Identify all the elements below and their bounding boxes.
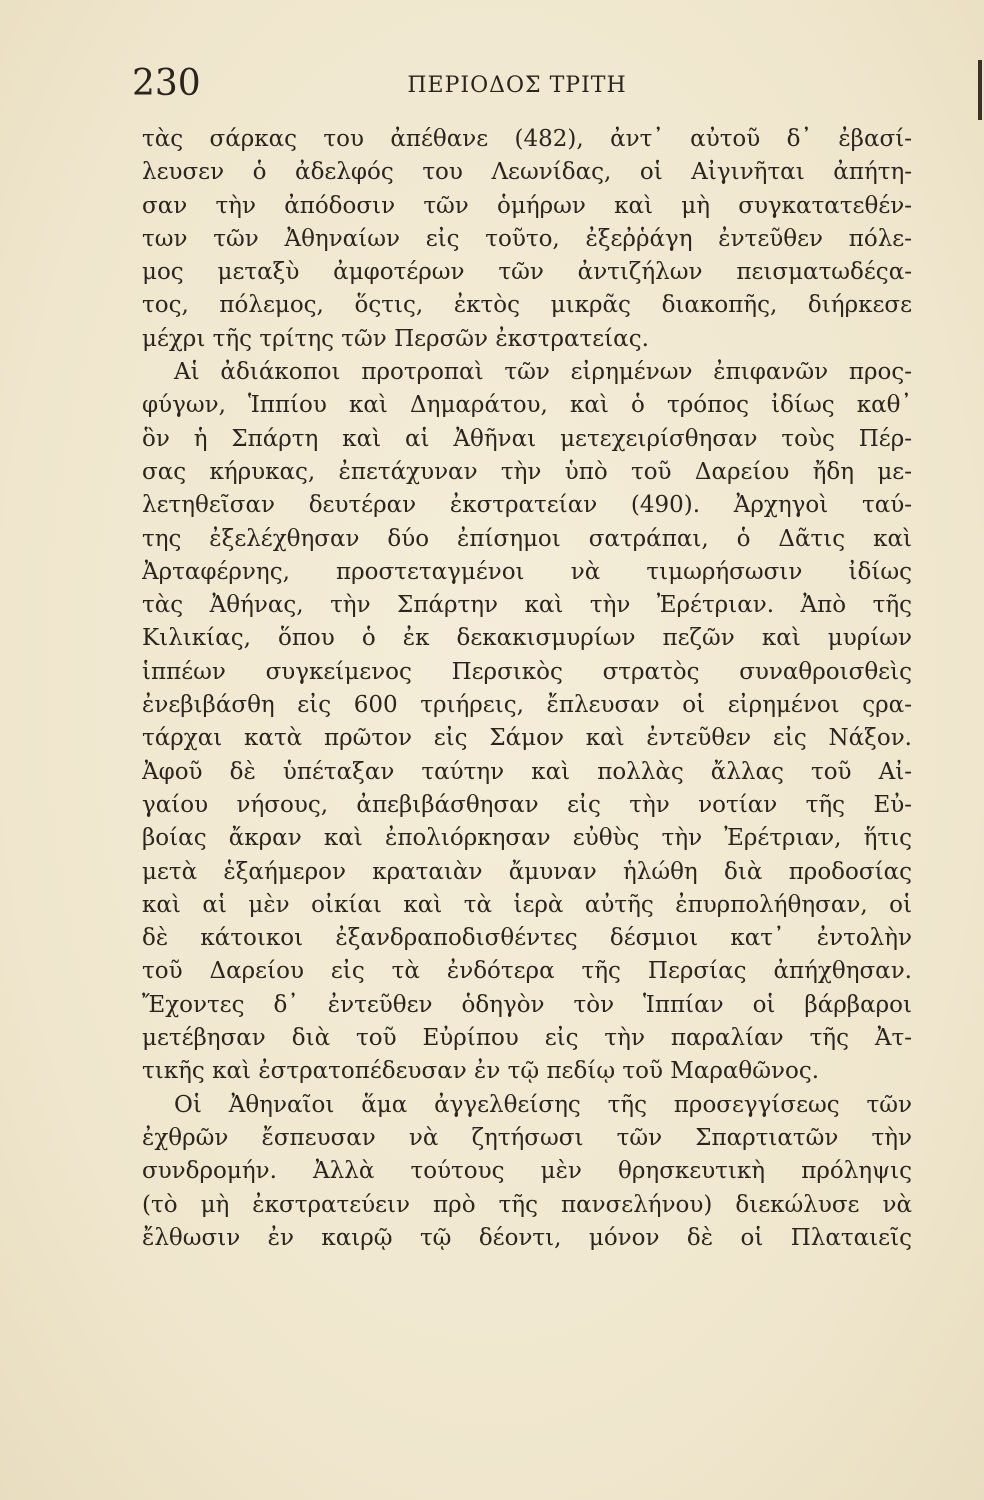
text-line: Ἔχοντες δ᾽ ἐντεῦθεν ὁδηγὸν τὸν Ἱππίαν οἱ βάρβαροι bbox=[142, 991, 912, 1018]
text-line: λευσεν ὁ ἀδελφός του Λεωνίδας, οἱ Αἰγινῆται ἀπήτη- bbox=[142, 159, 912, 186]
text-line: Ἀφοῦ δὲ ὑπέταξαν ταύτην καὶ πολλὰς ἄλλας τοῦ Αἰ- bbox=[142, 758, 912, 785]
text-line: μος μεταξὺ ἀμφοτέρων τῶν ἀντιζήλων πεισματωδέςα- bbox=[142, 259, 912, 286]
running-head: ΠΕΡΙΟΔΟΣ ΤΡΙΤΗ bbox=[407, 73, 627, 98]
text-line: γαίου νήσους, ἀπεβιβάσθησαν εἰς τὴν νοτίαν τῆς Εὐ- bbox=[142, 791, 912, 818]
page-number: 230 bbox=[132, 63, 201, 104]
text-line: τοῦ Δαρείου εἰς τὰ ἐνδότερα τῆς Περσίας ἀπήχθησαν. bbox=[142, 958, 912, 985]
text-line: μέχρι τῆς τρίτης τῶν Περσῶν ἐκστρατείας. bbox=[142, 325, 649, 352]
text-line: Κιλικίας, ὅπου ὁ ἐκ δεκακισμυρίων πεζῶν καὶ μυρίων bbox=[142, 625, 912, 652]
text-line: βοίας ἄκραν καὶ ἐπολιόρκησαν εὐθὺς τὴν Ἐρέτριαν, ἥτις bbox=[142, 825, 912, 852]
text-line: Αἱ ἀδιάκοποι προτροπαὶ τῶν εἰρημένων ἐπιφανῶν προς- bbox=[174, 359, 912, 386]
text-line: ἐνεβιβάσθη εἰς 600 τριήρεις, ἔπλευσαν οἱ εἰρημένοι ςρα- bbox=[142, 692, 912, 719]
text-line: τὰς σάρκας του ἀπέθανε (482), ἀντ᾽ αὐτοῦ δ᾽ ἐβασί- bbox=[142, 126, 912, 152]
text-line: των τῶν Ἀθηναίων εἰς τοῦτο, ἐξεῤῥάγη ἐντεῦθεν πόλε- bbox=[142, 225, 912, 252]
text-line: ἱππέων συγκείμενος Περσικὸς στρατὸς συναθροισθεὶς bbox=[142, 658, 912, 685]
text-line: φύγων, Ἱππίου καὶ Δημαράτου, καὶ ὁ τρόπος ἰδίως καθ᾽ bbox=[142, 392, 912, 419]
text-line: ὃν ἡ Σπάρτη καὶ αἱ Ἀθῆναι μετεχειρίσθησαν τοὺς Πέρ- bbox=[142, 425, 912, 452]
text-line: συνδρομήν. Ἀλλὰ τούτους μὲν θρησκευτικὴ πρόληψις bbox=[142, 1158, 912, 1185]
page-edge-mark bbox=[978, 60, 982, 120]
text-line: τικῆς καὶ ἐστρατοπέδευσαν ἐν τῷ πεδίῳ τοῦ Μαραθῶνος. bbox=[142, 1058, 820, 1085]
text-line: μετὰ ἑξαήμερον κραταιὰν ἄμυναν ἡλώθη διὰ προδοσίας bbox=[142, 858, 912, 885]
text-line: (τὸ μὴ ἐκστρατεύειν πρὸ τῆς πανσελήνου) διεκώλυσε νὰ bbox=[142, 1191, 912, 1218]
text-line: τάρχαι κατὰ πρῶτον εἰς Σάμον καὶ ἐντεῦθεν εἰς Νάξον. bbox=[142, 725, 912, 752]
body-text bbox=[142, 123, 912, 1255]
text-line: καὶ αἱ μὲν οἰκίαι καὶ τὰ ἱερὰ αὐτῆς ἐπυρπολήθησαν, οἱ bbox=[142, 891, 912, 918]
text-line: ἔλθωσιν ἐν καιρῷ τῷ δέοντι, μόνον δὲ οἱ Πλαταιεῖς bbox=[142, 1224, 912, 1251]
text-line: λετηθεῖσαν δευτέραν ἐκστρατείαν (490). Ἀρχηγοὶ ταύ- bbox=[142, 492, 912, 519]
text-line: ἐχθρῶν ἔσπευσαν νὰ ζητήσωσι τῶν Σπαρτιατῶν τὴν bbox=[142, 1124, 912, 1151]
text-line: σας κήρυκας, ἐπετάχυναν τὴν ὑπὸ τοῦ Δαρείου ἤδη με- bbox=[142, 458, 912, 485]
text-line: σαν τὴν ἀπόδοσιν τῶν ὁμήρων καὶ μὴ συγκατατεθέν- bbox=[142, 192, 912, 219]
page-header bbox=[132, 62, 902, 106]
text-line: Ἀρταφέρνης, προστεταγμένοι νὰ τιμωρήσωσιν ἰδίως bbox=[142, 558, 912, 585]
text-line: δὲ κάτοικοι ἐξανδραποδισθέντες δέσμιοι κατ᾽ ἐντολὴν bbox=[142, 925, 912, 952]
text-line: Οἱ Ἀθηναῖοι ἅμα ἀγγελθείσης τῆς προσεγγίσεως τῶν bbox=[174, 1091, 912, 1118]
text-line: τὰς Ἀθήνας, τὴν Σπάρτην καὶ τὴν Ἐρέτριαν. Ἀπὸ τῆς bbox=[142, 592, 912, 619]
text-line: μετέβησαν διὰ τοῦ Εὐρίπου εἰς τὴν παραλίαν τῆς Ἀτ- bbox=[142, 1025, 912, 1052]
text-line: της ἐξελέχθησαν δύο ἐπίσημοι σατράπαι, ὁ Δᾶτις καὶ bbox=[142, 525, 912, 552]
text-line: τος, πόλεμος, ὅςτις, ἐκτὸς μικρᾶς διακοπῆς, διήρκεσε bbox=[142, 292, 912, 319]
